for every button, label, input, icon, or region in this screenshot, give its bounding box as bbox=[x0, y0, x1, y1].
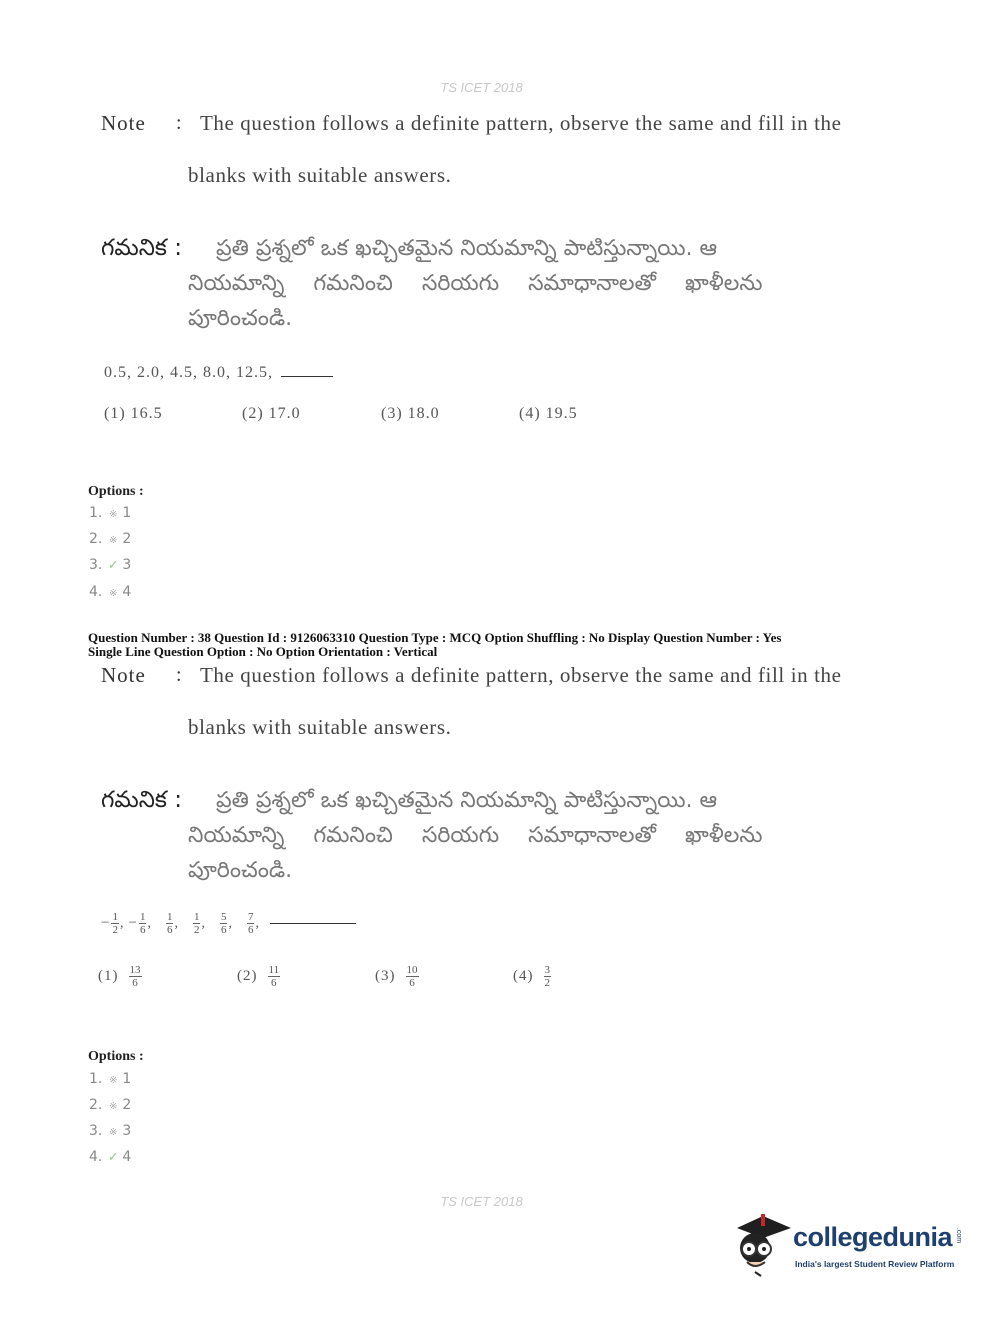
fraction: $\frac{7}{6}$ bbox=[247, 911, 254, 936]
telugu-label: గమనిక : bbox=[101, 235, 182, 261]
series-values: 0.5, 2.0, 4.5, 8.0, 12.5, bbox=[104, 364, 273, 381]
note-colon: : bbox=[176, 664, 182, 686]
fraction-series: − $\frac{1}{2}$ , − $\frac{1}{6}$ , $\frac{1}{6}$ , $\frac{1}{2}$ , $\frac{5}{6}$ , $\frac{7}{6}$ , bbox=[101, 911, 356, 936]
logo-suffix: .com bbox=[955, 1227, 963, 1244]
note-line-1: The question follows a definite pattern, observe the same and fill in the bbox=[200, 663, 842, 687]
telugu-line-3: పూరించండి. bbox=[188, 306, 293, 331]
choice-1: (1) $\frac{13}{6}$ bbox=[98, 964, 141, 989]
wrong-mark-icon: ※ bbox=[109, 535, 118, 546]
telugu-line-3: పూరించండి. bbox=[188, 858, 293, 883]
choice-2: (2) 17.0 bbox=[242, 405, 301, 422]
telugu-line-1: ప్రతి ప్రశ్నలో ఒక ఖచ్చితమైన నియమాన్ని పాటిస్తున్నాయి. ఆ bbox=[216, 236, 718, 261]
question-meta-line-1: Question Number : 38 Question Id : 9126063310 Question Type : MCQ Option Shuffling : No Display Question Number : Yes bbox=[88, 630, 782, 645]
answer-blank bbox=[270, 923, 356, 924]
note-label: Note bbox=[101, 111, 146, 135]
logo-wordmark: collegedunia bbox=[793, 1222, 953, 1252]
note-line-2: blanks with suitable answers. bbox=[188, 163, 452, 187]
wrong-mark-icon: ※ bbox=[109, 588, 118, 599]
choice-3: (3) $\frac{10}{6}$ bbox=[375, 964, 418, 989]
option-row: 4. ※ 4 bbox=[89, 584, 132, 600]
answer-blank bbox=[281, 376, 333, 377]
telugu-label: గమనిక : bbox=[101, 787, 182, 813]
note-colon: : bbox=[176, 112, 182, 134]
choice-1: (1) 16.5 bbox=[104, 405, 163, 422]
number-series bbox=[104, 364, 333, 382]
option-row: 1. ※ 1 bbox=[89, 505, 132, 521]
telugu-line-1: ప్రతి ప్రశ్నలో ఒక ఖచ్చితమైన నియమాన్ని పాటిస్తున్నాయి. ఆ bbox=[216, 788, 718, 813]
note-line-1: The question follows a definite pattern, observe the same and fill in the bbox=[200, 111, 842, 135]
options-heading: Options : bbox=[88, 484, 144, 499]
choice-3: (3) 18.0 bbox=[381, 405, 440, 422]
collegedunia-logo bbox=[733, 1212, 963, 1282]
mascot-icon bbox=[733, 1212, 793, 1278]
option-row: 1. ※ 1 bbox=[89, 1071, 132, 1087]
option-row: 2. ※ 2 bbox=[89, 531, 132, 547]
fraction: $\frac{1}{2}$ bbox=[112, 911, 118, 936]
option-row: 2. ※ 2 bbox=[89, 1097, 132, 1113]
check-mark-icon: ✓ bbox=[107, 558, 119, 573]
check-mark-icon: ✓ bbox=[107, 1150, 119, 1165]
options-heading: Options : bbox=[88, 1049, 144, 1064]
option-row: 3. ※ 3 bbox=[89, 1123, 132, 1139]
wrong-mark-icon: ※ bbox=[109, 509, 118, 520]
choice-2: (2) $\frac{11}{6}$ bbox=[237, 964, 280, 989]
fraction: $\frac{1}{2}$ bbox=[193, 911, 200, 936]
wrong-mark-icon: ※ bbox=[109, 1075, 118, 1086]
logo-tagline: India's largest Student Review Platform bbox=[795, 1259, 955, 1269]
telugu-line-2: నియమాన్ని గమనించి సరియగు సమాధానాలతో ఖాళీలను bbox=[188, 823, 763, 848]
option-row: 3. ✓ 3 bbox=[89, 557, 132, 573]
note-line-2: blanks with suitable answers. bbox=[188, 715, 452, 739]
telugu-line-2: నియమాన్ని గమనించి సరియగు సమాధానాలతో ఖాళీలను bbox=[188, 271, 763, 296]
choice-4: (4) $\frac{3}{2}$ bbox=[513, 964, 550, 989]
option-row: 4. ✓ 4 bbox=[89, 1149, 132, 1165]
fraction: $\frac{1}{6}$ bbox=[166, 911, 173, 936]
fraction: $\frac{5}{6}$ bbox=[220, 911, 227, 936]
watermark-top: TS ICET 2018 bbox=[440, 80, 523, 95]
watermark-bottom: TS ICET 2018 bbox=[440, 1194, 523, 1209]
choice-4: (4) 19.5 bbox=[519, 405, 578, 422]
note-label: Note bbox=[101, 663, 146, 687]
wrong-mark-icon: ※ bbox=[109, 1101, 118, 1112]
fraction: $\frac{1}{6}$ bbox=[139, 911, 146, 936]
wrong-mark-icon: ※ bbox=[109, 1127, 118, 1138]
question-meta-line-2: Single Line Question Option : No Option Orientation : Vertical bbox=[88, 644, 438, 659]
